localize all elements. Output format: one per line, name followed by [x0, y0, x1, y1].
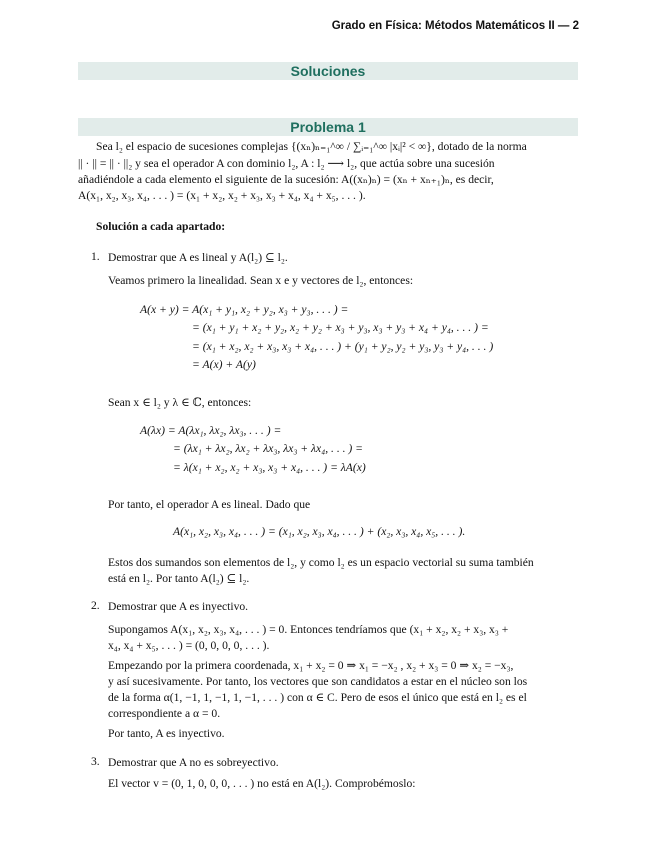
- item-number: 1.: [91, 250, 100, 263]
- intro-line: añadiéndole a cada elemento el siguiente de la sucesión: A((xₙ)ₙ) = (xₙ + xₙ₊₁)ₙ, es decir,: [78, 173, 494, 186]
- solution-heading: Solución a cada apartado:: [96, 220, 226, 233]
- injectivity-conclusion: Por tanto, A es inyectivo.: [108, 727, 225, 740]
- linearity-conclusion: Por tanto, el operador A es lineal. Dado que: [108, 498, 311, 511]
- injectivity-line: correspondiente a α = 0.: [108, 707, 221, 720]
- surjectivity-line: El vector v = (0, 1, 0, 0, 0, . . . ) no está en A(l₂). Comprobémoslo:: [108, 777, 416, 790]
- closure-line: está en l₂. Por tanto A(l₂) ⊆ l₂.: [108, 572, 250, 585]
- injectivity-line: Empezando por la primera coordenada, x₁ + x₂ = 0 ⇒ x₁ = −x₂ , x₂ + x₃ = 0 ⇒ x₂ = −x₃,: [108, 659, 514, 672]
- item-title: Demostrar que A es lineal y A(l₂) ⊆ l₂.: [108, 251, 288, 264]
- intro-line: || · || = || · ||₂ y sea el operador A con dominio l₂, A : l₂ ⟶ l₂, que actúa sobre una sucesión: [78, 157, 495, 170]
- equation-line: = (λx₁ + λx₂, λx₂ + λx₃, λx₃ + λx₄, . . . ) =: [173, 442, 363, 455]
- linearity-intro: Veamos primero la linealidad. Sean x e y vectores de l₂, entonces:: [108, 274, 414, 287]
- injectivity-line: x₄, x₄ + x₅, . . . ) = (0, 0, 0, 0, . . . ).: [108, 639, 270, 652]
- equation-line: = λ(x₁ + x₂, x₂ + x₃, x₃ + x₄, . . . ) = λA(x): [173, 461, 366, 474]
- running-header: Grado en Física: Métodos Matemáticos II — 2: [331, 20, 579, 32]
- section-title: Soluciones: [78, 62, 578, 80]
- intro-line: A(x₁, x₂, x₃, x₄, . . . ) = (x₁ + x₂, x₂ + x₃, x₃ + x₄, x₄ + x₅, . . . ).: [78, 189, 366, 202]
- injectivity-line: de la forma α(1, −1, 1, −1, 1, −1, . . . ) con α ∈ C. Pero de esos el único que está en l₂ es el: [108, 691, 527, 704]
- equation-line: A(λx) = A(λx₁, λx₂, λx₃, . . . ) =: [140, 424, 282, 437]
- item-number: 3.: [91, 755, 100, 768]
- intro-line: Sea l₂ el espacio de sucesiones complejas {(xₙ)ₙ₌₁^∞ / ∑ᵢ₌₁^∞ |xᵢ|² < ∞}, dotado de la norma: [96, 140, 527, 153]
- problem-title: Problema 1: [78, 118, 578, 136]
- injectivity-line: y así sucesivamente. Por tanto, los vectores que son candidatos a estar en el núcleo son los: [108, 675, 528, 688]
- injectivity-line: Supongamos A(x₁, x₂, x₃, x₄, . . . ) = 0. Entonces tendríamos que (x₁ + x₂, x₂ + x₃, x₃ +: [108, 623, 509, 636]
- item-title: Demostrar que A es inyectivo.: [108, 600, 249, 613]
- scalar-intro: Sean x ∈ l₂ y λ ∈ ℂ, entonces:: [108, 396, 252, 409]
- item-number: 2.: [91, 599, 100, 612]
- equation-line: = (x₁ + y₁ + x₂ + y₂, x₂ + y₂ + x₃ + y₃, x₃ + y₃ + x₄ + y₄, . . . ) =: [192, 321, 489, 334]
- equation-line: = A(x) + A(y): [192, 358, 256, 371]
- item-title: Demostrar que A no es sobreyectivo.: [108, 756, 279, 769]
- equation-line: = (x₁ + x₂, x₂ + x₃, x₃ + x₄, . . . ) + (y₁ + y₂, y₂ + y₃, y₃ + y₄, . . . ): [192, 340, 494, 353]
- equation-line: A(x + y) = A(x₁ + y₁, x₂ + y₂, x₃ + y₃, . . . ) =: [140, 303, 349, 316]
- decomposition-equation: A(x₁, x₂, x₃, x₄, . . . ) = (x₁, x₂, x₃, x₄, . . . ) + (x₂, x₃, x₄, x₅, . . . ).: [173, 525, 466, 538]
- closure-line: Estos dos sumandos son elementos de l₂, y como l₂ es un espacio vectorial su suma también: [108, 556, 534, 569]
